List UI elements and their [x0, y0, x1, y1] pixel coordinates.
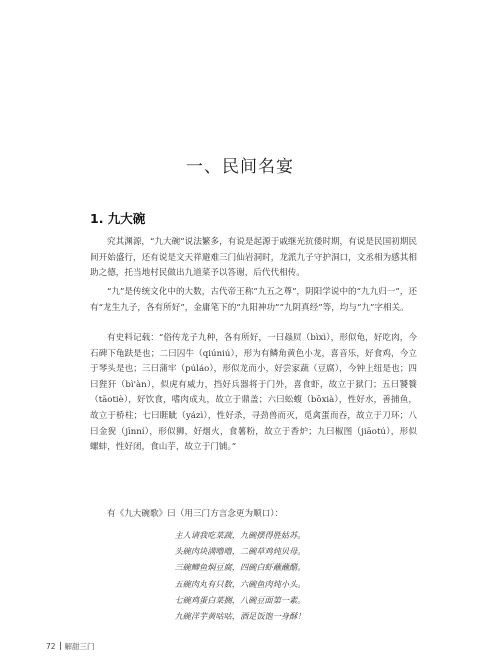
poem-line: 五碗肉丸有只数，六碗鱼肉炖小头。	[174, 578, 306, 589]
paragraph-song-intro	[90, 507, 417, 523]
footer-divider	[60, 642, 61, 650]
paragraph-text: “九”是传统文化中的大数，古代帝王称“九五之尊”，阴阳学说中的“九九归一”，还有“龙生九子，各有所好”，金庸笔下的“九阳神功”“九阴真经”等，均与“九”字相关。	[90, 287, 417, 313]
paragraph-number-nine	[90, 285, 417, 316]
book-title: 解甜三门	[64, 642, 95, 651]
poem-line: 三碗鲫鱼焖豆腐，四碗白虾蘸蘸醋。	[174, 562, 306, 573]
section-heading: 1. 九大碗	[90, 211, 146, 226]
poem-line: 九碗洋芋黄咕咕，酒足饭饱一身酥！	[174, 611, 306, 622]
paragraph-text: 究其渊源，“九大碗”说法繁多，有说是起源于戚继光抗倭时期，有说是民国初期民间开始盛行，还有说是文天祥避难三门仙岩洞时，龙派九子守护洞口，文丞相为感其相助之德，托当地村民做出九道菜予以答谢，后代代相传。	[90, 237, 417, 279]
poem-line: 主人请我吃菜蔬，九碗摆得胜姑苏。	[174, 530, 306, 540]
paragraph-historical-record	[90, 331, 417, 456]
paragraph-origin	[90, 235, 417, 282]
page-footer	[46, 641, 95, 652]
poem-line: 七碗鸡蛋白菜搁，八碗豆面第一素。	[174, 594, 306, 605]
poem-block	[0, 527, 480, 624]
poem-line: 头碗肉块满噜噜，二碗草鸡炖贝母。	[174, 546, 306, 557]
paragraph-text: 有史料记载：“俗传龙子九种，各有所好，一曰赑屃（bìxì），形似龟，好吃肉，今石碑下龟趺是也；二曰囚牛（qiúniú），形为有鳞角黄色小龙，喜音乐，好食鸡，今立于琴头是也；三曰蒲牢（púláo），形似龙而小，好尝家蔬（豆腐），今钟上纽是也；四曰狴犴（bì'àn），似虎有威力，挡好兵器将于门外，喜食虾，故立于狱门；五曰饕餮（tāotiè），好饮食，嗜肉成丸，故立于鼎盖；六曰蚣蝮（bōxià），性好水，善捕鱼，故立于桥柱；七曰睚眦（yázì），性好杀，寻劲兽而灭，觅禽蛋而吞，故立于刀环；八曰金猊（jīnní），形似狮，好烟火，食薯粉，故立于香炉；九曰椒图（jiāotú），形似螺蚌，性好闭，食山芋，故立于门铺。”	[90, 333, 417, 453]
paragraph-text: 有《九大碗歌》曰（用三门方言念更为顺口）：	[107, 509, 284, 519]
page-number: 72	[46, 642, 56, 651]
chapter-title: 一、民间名宴	[186, 157, 294, 177]
